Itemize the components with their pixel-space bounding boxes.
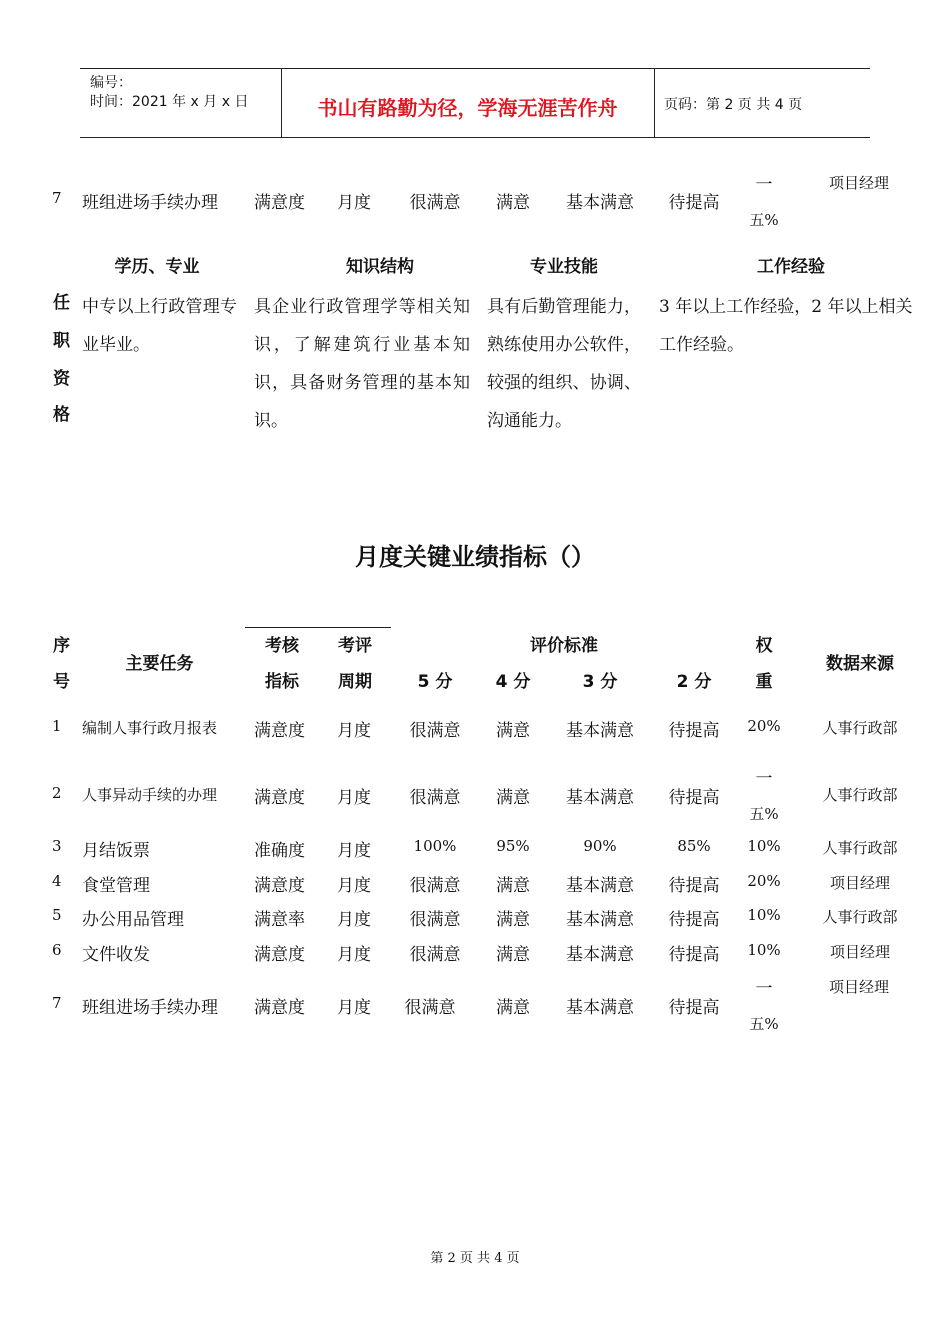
row-score-3: 基本满意 (566, 876, 634, 896)
header-rule (245, 627, 391, 628)
row-indicator: 满意度 (254, 945, 305, 965)
qual-header-experience: 工作经验 (757, 257, 825, 277)
row-number: 7 (52, 994, 62, 1012)
qual-skills-text: 具有后勤管理能力，熟练使用办公软件，较强的组织、协调、沟通能力。 (487, 297, 641, 431)
row-score-2: 待提高 (668, 721, 720, 741)
row-score-3: 90% (583, 837, 617, 855)
row-period: 月度 (337, 945, 371, 965)
row-period: 月度 (337, 998, 371, 1018)
qual-header-skills: 专业技能 (530, 257, 598, 277)
qual-knowledge-text: 具企业行政管理学等相关知识，了解建筑行业基本知识，具备财务管理的基本知识。 (254, 297, 470, 431)
row-source: 人事行政部 (822, 839, 898, 857)
row-period: 月度 (337, 841, 371, 861)
row-score-4: 满意 (496, 788, 530, 808)
row-number: 6 (52, 941, 62, 959)
row-score-3: 基本满意 (566, 945, 634, 965)
row-score-5: 很满意 (404, 998, 456, 1018)
row-score-5: 100% (413, 837, 457, 855)
row-score-4: 满意 (496, 945, 530, 965)
row-source: 人事行政部 (822, 786, 898, 804)
row-score-2: 85% (677, 837, 711, 855)
row-weight: 10% (747, 837, 781, 855)
row-weight: 20% (747, 717, 781, 735)
row-weight-line1: 一 (755, 769, 773, 789)
qual-experience-text: 3 年以上工作经验，2 年以上相关工作经验。 (659, 297, 913, 355)
row-number: 1 (52, 717, 62, 735)
row-score-5: 很满意 (409, 910, 461, 930)
row-task: 人事异动手续的办理 (82, 786, 218, 804)
header-weight-line2: 重 (755, 672, 773, 692)
row-score-4: 95% (496, 837, 530, 855)
row-score-2: 待提高 (668, 910, 720, 930)
row-task: 月结饭票 (82, 841, 150, 861)
row-score-2: 待提高 (668, 193, 720, 213)
row-score-5: 很满意 (409, 193, 461, 213)
qual-header-education: 学历、专业 (114, 257, 200, 277)
row-indicator: 准确度 (254, 841, 305, 861)
row-score-5: 很满意 (409, 876, 461, 896)
row-weight: 20% (747, 872, 781, 890)
row-score-5: 很满意 (409, 788, 461, 808)
header-divider (654, 69, 655, 137)
row-source: 人事行政部 (822, 908, 898, 926)
row-indicator: 满意度 (254, 876, 305, 896)
header-page-number: 页码：第 2 页 共 4 页 (664, 97, 803, 113)
row-task: 办公用品管理 (82, 910, 184, 930)
row-score-4: 满意 (496, 876, 530, 896)
row-number: 2 (52, 784, 62, 802)
header-period-line2: 周期 (338, 672, 372, 692)
row-score-5: 很满意 (409, 945, 461, 965)
qual-side-label-2: 职 (53, 331, 70, 351)
qual-side-label-3: 资 (53, 369, 70, 389)
header-score-3: 3 分 (582, 672, 618, 692)
row-task: 班组进场手续办理 (82, 998, 218, 1018)
row-score-3: 基本满意 (566, 788, 634, 808)
row-weight: 10% (747, 906, 781, 924)
row-score-3: 基本满意 (566, 721, 634, 741)
row-weight-line2: 五% (749, 1015, 779, 1033)
row-score-4: 满意 (496, 193, 530, 213)
header-score-4: 4 分 (495, 672, 531, 692)
row-weight-line2: 五% (749, 805, 779, 823)
row-score-5: 很满意 (409, 721, 461, 741)
row-source: 项目经理 (828, 174, 889, 192)
kpi-title: 月度关键业绩指标（） (355, 543, 595, 571)
row-weight-line1: 一 (755, 175, 773, 195)
row-score-4: 满意 (496, 998, 530, 1018)
page-header (80, 68, 870, 138)
row-source: 项目经理 (829, 943, 890, 961)
row-task: 文件收发 (82, 945, 150, 965)
header-task: 主要任务 (125, 654, 194, 674)
row-score-4: 满意 (496, 721, 530, 741)
doc-date-label: 时间：2021 年 x 月 x 日 (90, 94, 249, 110)
row-indicator: 满意度 (254, 721, 305, 741)
header-source: 数据来源 (826, 654, 894, 674)
header-period-line1: 考评 (338, 636, 372, 656)
row-number: 7 (52, 189, 62, 207)
header-criteria: 评价标准 (530, 636, 598, 656)
header-no-line2: 号 (53, 672, 70, 692)
row-period: 月度 (337, 721, 371, 741)
row-weight: 10% (747, 941, 781, 959)
header-indicator-line2: 指标 (265, 672, 299, 692)
row-score-4: 满意 (496, 910, 530, 930)
row-score-2: 待提高 (668, 998, 720, 1018)
row-number: 4 (52, 872, 62, 890)
row-indicator: 满意度 (254, 193, 305, 213)
header-score-5: 5 分 (417, 672, 453, 692)
header-motto: 书山有路勤为径，学海无涯苦作舟 (317, 96, 618, 120)
row-task: 编制人事行政月报表 (82, 719, 218, 737)
row-indicator: 满意度 (254, 998, 305, 1018)
header-weight-line1: 权 (755, 636, 773, 656)
qual-header-knowledge: 知识结构 (346, 257, 414, 277)
row-source: 人事行政部 (822, 719, 898, 737)
qual-education-text: 中专以上行政管理专业毕业。 (82, 297, 237, 355)
row-period: 月度 (337, 910, 371, 930)
header-indicator-line1: 考核 (265, 636, 299, 656)
row-score-2: 待提高 (668, 876, 720, 896)
qual-side-label-4: 格 (53, 405, 70, 425)
qual-side-label-1: 任 (53, 293, 70, 313)
row-indicator: 满意率 (254, 910, 305, 930)
row-score-2: 待提高 (668, 788, 720, 808)
row-number: 5 (52, 906, 62, 924)
row-period: 月度 (337, 788, 371, 808)
row-score-3: 基本满意 (566, 193, 634, 213)
row-number: 3 (52, 837, 62, 855)
header-no-line1: 序 (53, 636, 70, 656)
row-source: 项目经理 (829, 874, 890, 892)
row-weight-line2: 五% (749, 211, 779, 229)
header-score-2: 2 分 (676, 672, 712, 692)
row-weight-line1: 一 (755, 979, 773, 999)
row-score-3: 基本满意 (566, 910, 634, 930)
row-task: 食堂管理 (82, 876, 150, 896)
row-period: 月度 (337, 876, 371, 896)
row-period: 月度 (337, 193, 371, 213)
page-footer: 第 2 页 共 4 页 (430, 1251, 520, 1266)
row-score-2: 待提高 (668, 945, 720, 965)
row-score-3: 基本满意 (566, 998, 634, 1018)
doc-number-label: 编号： (90, 75, 132, 91)
row-indicator: 满意度 (254, 788, 305, 808)
row-source: 项目经理 (828, 978, 889, 996)
row-task: 班组进场手续办理 (82, 193, 218, 213)
